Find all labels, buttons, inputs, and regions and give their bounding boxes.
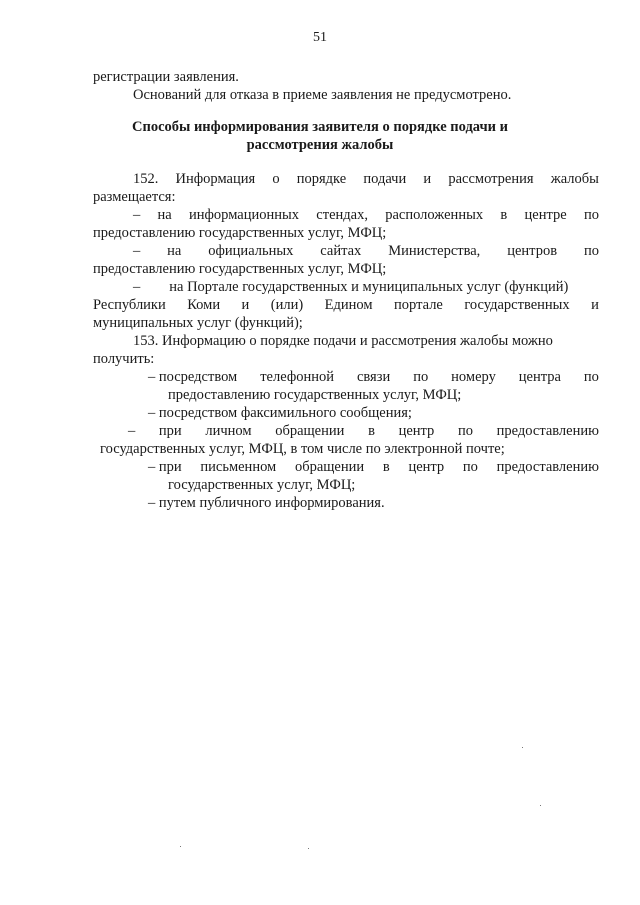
word: в <box>500 207 508 223</box>
word: Информация <box>175 171 256 187</box>
word: Едином <box>324 297 373 313</box>
word: (или) <box>270 297 304 313</box>
p153-bullet4-line-2: государственных услуг, МФЦ; <box>168 477 356 493</box>
word: центр <box>408 459 445 475</box>
word: Республики <box>93 297 166 313</box>
word: обращении <box>294 459 365 475</box>
word: по <box>457 423 473 439</box>
p153-bullet4-line-1 <box>148 458 599 476</box>
p152-item1-line-1 <box>133 206 599 224</box>
word: центра <box>518 369 561 385</box>
word: номеру <box>451 369 496 385</box>
p153-bullet3-line-1 <box>128 422 599 440</box>
scan-speck <box>180 846 181 847</box>
word: сайтах <box>320 243 362 259</box>
p152-item3-line-2 <box>93 296 599 314</box>
p153-bullet1-line-1 <box>148 368 599 386</box>
p152-item2-line-1 <box>133 242 599 260</box>
p153-bullet2: – посредством факсимильного сообщения; <box>148 405 412 421</box>
scan-speck <box>540 805 541 806</box>
word: Коми <box>187 297 221 313</box>
p153-bullet1-line-2: предоставлению государственных услуг, МФЦ; <box>168 387 462 403</box>
p153-line-1: 153. Информацию о порядке подачи и рассмотрения жалобы можно <box>133 333 553 349</box>
word: Министерства, <box>388 243 481 259</box>
word: и <box>423 171 432 187</box>
p152-item3-line-3: муниципальных услуг (функций); <box>93 315 303 331</box>
word: информационных <box>189 207 300 223</box>
word: личном <box>205 423 252 439</box>
p153-bullet5: – путем публичного информирования. <box>148 495 385 511</box>
p152-line-2: размещается: <box>93 189 176 205</box>
intro-line-2: Оснований для отказа в приеме заявления не предусмотрено. <box>133 87 512 103</box>
word: обращении <box>275 423 345 439</box>
word: центре <box>524 207 567 223</box>
word: связи <box>356 369 391 385</box>
scan-speck <box>522 747 523 748</box>
word: государственных <box>464 297 570 313</box>
word: предоставлению <box>496 459 599 475</box>
word: портале <box>394 297 443 313</box>
word: на <box>157 207 172 223</box>
word: 152. <box>133 171 159 187</box>
word: на <box>167 243 182 259</box>
word: – <box>128 423 136 439</box>
word: о <box>272 171 280 187</box>
word: в <box>368 423 375 439</box>
word: – <box>133 243 141 259</box>
word: по <box>413 369 429 385</box>
word: по <box>462 459 478 475</box>
p153-bullet3-line-2: государственных услуг, МФЦ, в том числе по электронной почте; <box>100 441 505 457</box>
word: по <box>583 243 599 259</box>
word: официальных <box>208 243 294 259</box>
word: подачи <box>363 171 407 187</box>
intro-line-1: регистрации заявления. <box>93 69 239 85</box>
p152-item2-line-2: предоставлению государственных услуг, МФЦ; <box>93 261 387 277</box>
word: и <box>241 297 250 313</box>
word: стендах, <box>316 207 368 223</box>
word: по <box>583 369 599 385</box>
scan-speck <box>308 848 309 849</box>
section-heading-line-2: рассмотрения жалобы <box>246 137 394 153</box>
word: порядке <box>296 171 347 187</box>
word: в <box>382 459 390 475</box>
word: предоставлению <box>496 423 599 439</box>
word: – при <box>148 459 182 475</box>
word: по <box>583 207 599 223</box>
word: телефонной <box>260 369 334 385</box>
word: центр <box>398 423 435 439</box>
word: и <box>591 297 599 313</box>
word: центров <box>507 243 558 259</box>
word: – посредством <box>148 369 238 385</box>
p153-line-2: получить: <box>93 351 155 367</box>
word: письменном <box>200 459 277 475</box>
p152-item3-line-1: – на Портале государственных и муниципальных услуг (функций) <box>133 279 569 295</box>
word: при <box>158 423 182 439</box>
word: жалобы <box>550 171 599 187</box>
p152-line-1 <box>133 170 599 188</box>
page-number: 51 <box>313 30 327 45</box>
word: – <box>133 207 141 223</box>
p152-item1-line-2: предоставлению государственных услуг, МФЦ; <box>93 225 387 241</box>
word: рассмотрения <box>448 171 534 187</box>
section-heading-line-1: Способы информирования заявителя о порядке подачи и <box>132 119 508 135</box>
word: расположенных <box>385 207 484 223</box>
